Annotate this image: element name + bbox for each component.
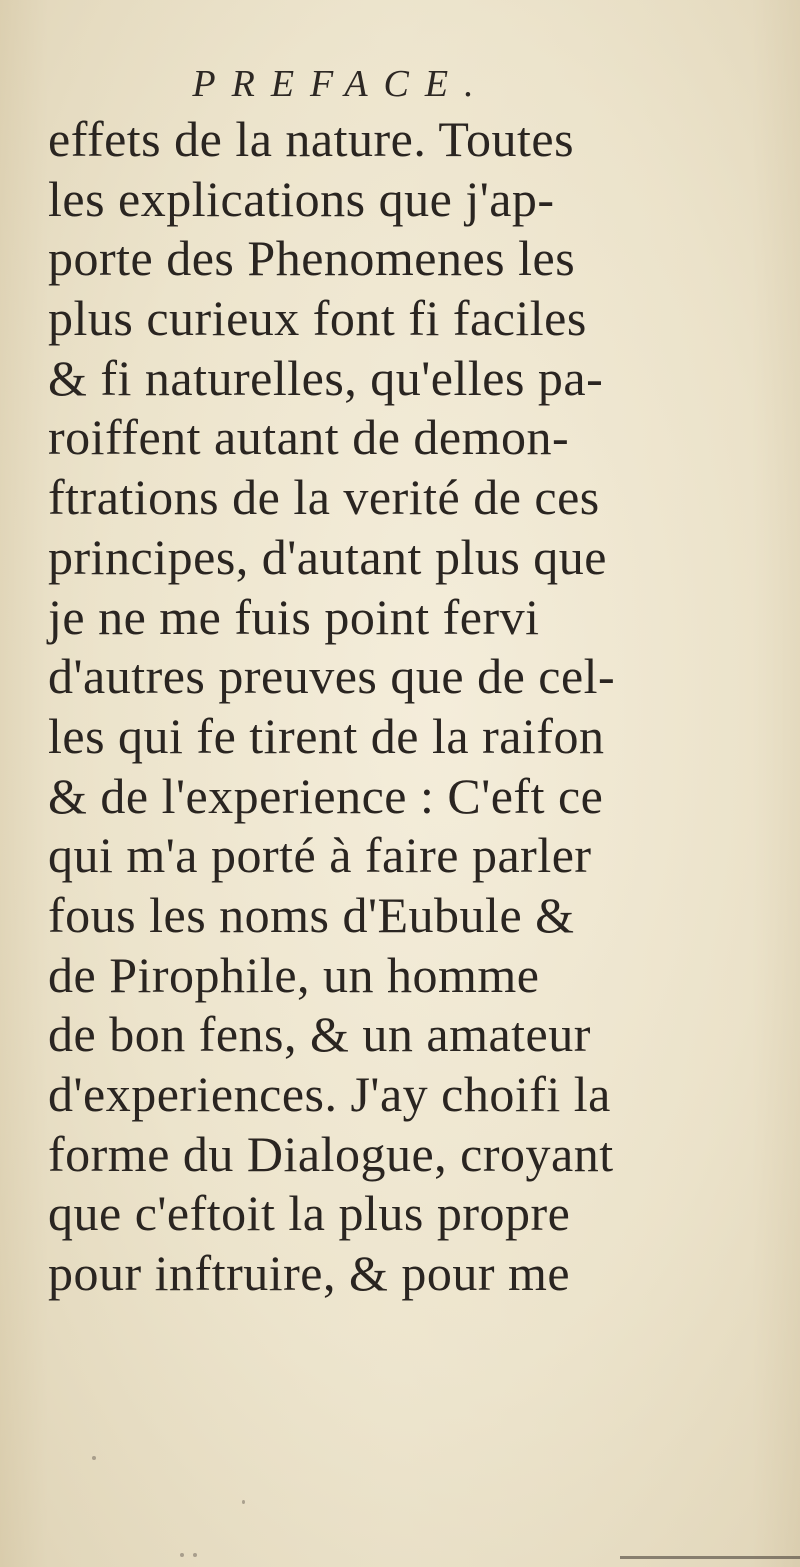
body-text xyxy=(48,110,668,1304)
text-line: fous les noms d'Eubule & xyxy=(48,886,575,943)
text-line: de Pirophile, un homme xyxy=(48,946,540,1003)
text-line: & de l'experience : C'eft ce xyxy=(48,767,604,824)
text-line: & fi naturelles, qu'elles pa- xyxy=(48,349,604,406)
text-line: roiffent autant de demon- xyxy=(48,409,570,466)
text-line: d'experiences. J'ay choifi la xyxy=(48,1066,611,1122)
text-line: les qui fe tirent de la raifon xyxy=(48,707,605,764)
text-line: que c'eftoit la plus propre xyxy=(48,1185,571,1242)
text-line: de bon fens, & un amateur xyxy=(48,1006,591,1063)
text-line: porte des Phenomenes les xyxy=(48,230,576,287)
text-line: forme du Dialogue, croyant xyxy=(48,1125,614,1182)
paper-speck xyxy=(92,1456,96,1460)
text-line: qui m'a porté à faire parler xyxy=(48,827,592,884)
text-line: pour inftruire, & pour me xyxy=(48,1245,571,1302)
text-line: principes, d'autant plus que xyxy=(48,528,607,585)
paper-speck xyxy=(242,1500,245,1504)
paper-speck xyxy=(180,1553,184,1557)
text-line: plus curieux font fi faciles xyxy=(48,290,587,347)
paper-speck xyxy=(193,1553,197,1557)
text-line: d'autres preuves que de cel- xyxy=(48,648,616,705)
text-line: effets de la nature. Toutes xyxy=(48,111,575,167)
text-line: je ne me fuis point fervi xyxy=(48,588,540,645)
text-line: ftrations de la verité de ces xyxy=(48,469,600,526)
text-line: les explications que j'ap- xyxy=(48,170,555,227)
running-head-text: PREFACE. xyxy=(192,63,490,105)
page-edge-rule xyxy=(620,1556,800,1559)
running-head xyxy=(0,62,800,106)
